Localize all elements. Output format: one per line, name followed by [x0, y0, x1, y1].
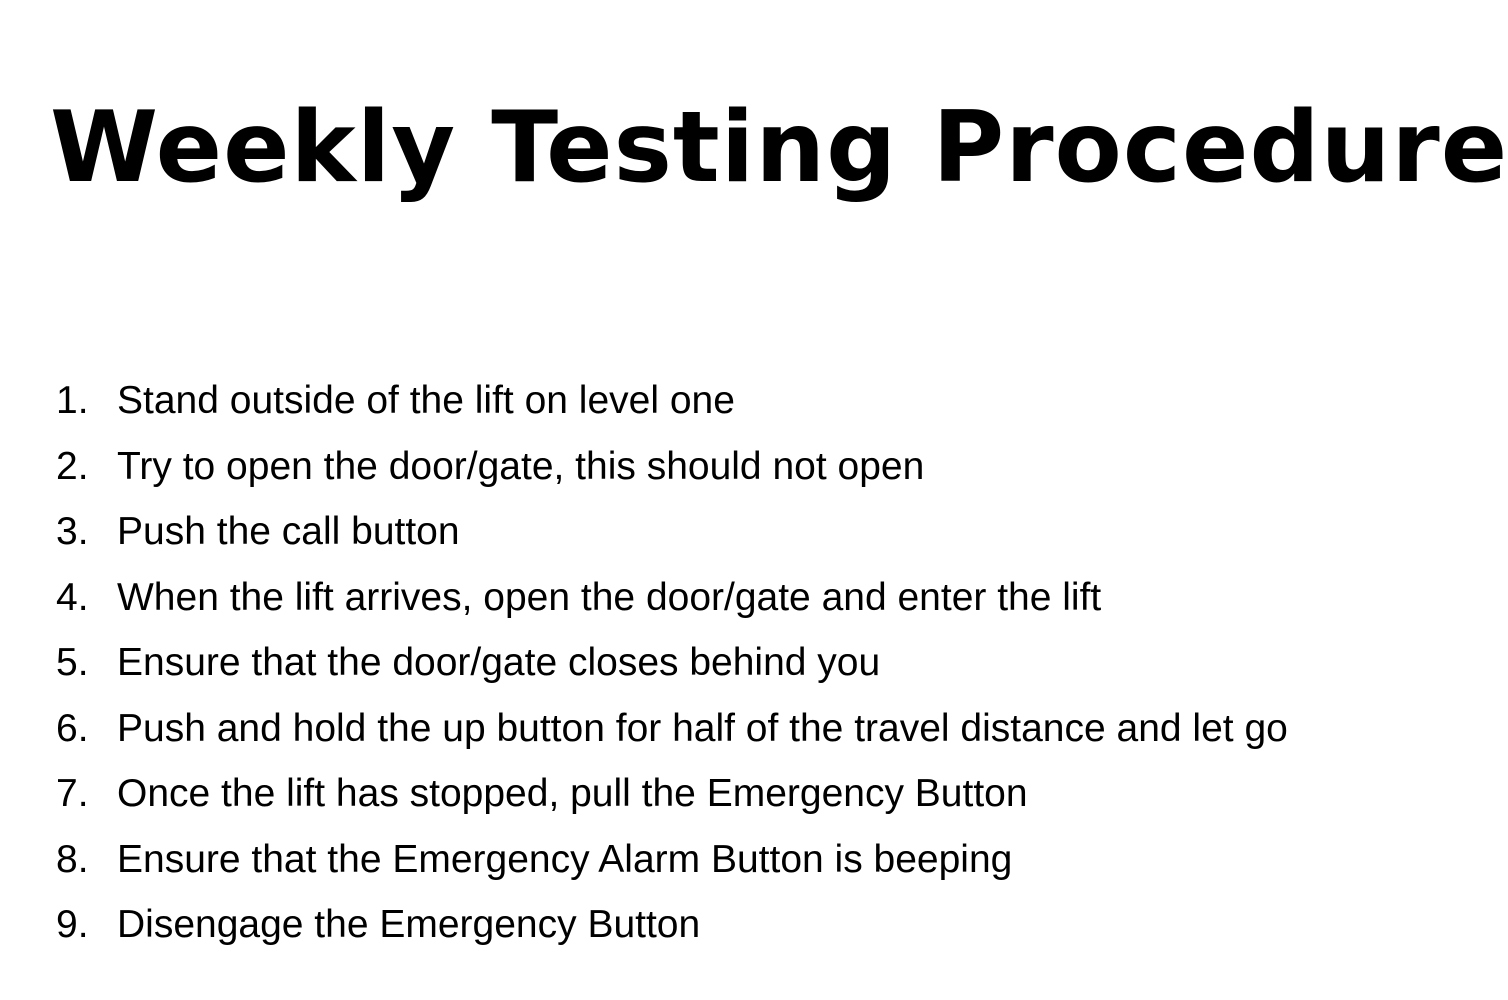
list-item: [0, 434, 1500, 500]
step-number: 8.: [56, 837, 89, 881]
step-number: 3.: [56, 510, 89, 553]
step-text: Push the call button: [117, 510, 460, 553]
steps-viewport: [0, 368, 1500, 946]
step-number: 6.: [56, 706, 89, 750]
list-item: [0, 696, 1500, 762]
step-text: Push and hold the up button for half of the travel distance and let go: [117, 706, 1288, 750]
step-number: 2.: [56, 444, 89, 488]
list-item: [0, 892, 1500, 958]
step-number: 5.: [56, 641, 89, 684]
list-item: [0, 761, 1500, 827]
list-item: [0, 499, 1500, 565]
step-text: Ensure that the door/gate closes behind you: [117, 641, 881, 684]
steps-list: [0, 368, 1500, 958]
step-text: Disengage the Emergency Button: [117, 903, 701, 946]
page-title: Weekly Testing Procedure: [50, 91, 1508, 205]
step-text: When the lift arrives, open the door/gate and enter the lift: [117, 575, 1102, 619]
list-item: [0, 368, 1500, 434]
step-number: 9.: [56, 903, 89, 946]
step-number: 7.: [56, 772, 89, 815]
step-number: 1.: [56, 379, 89, 422]
list-item: [0, 565, 1500, 631]
step-text: Stand outside of the lift on level one: [117, 379, 735, 422]
step-text: Try to open the door/gate, this should not open: [117, 444, 925, 488]
list-item: [0, 827, 1500, 893]
step-text: Once the lift has stopped, pull the Emergency Button: [117, 772, 1028, 815]
step-text: Ensure that the Emergency Alarm Button is beeping: [117, 837, 1013, 881]
step-number: 4.: [56, 575, 89, 619]
list-item: [0, 630, 1500, 696]
